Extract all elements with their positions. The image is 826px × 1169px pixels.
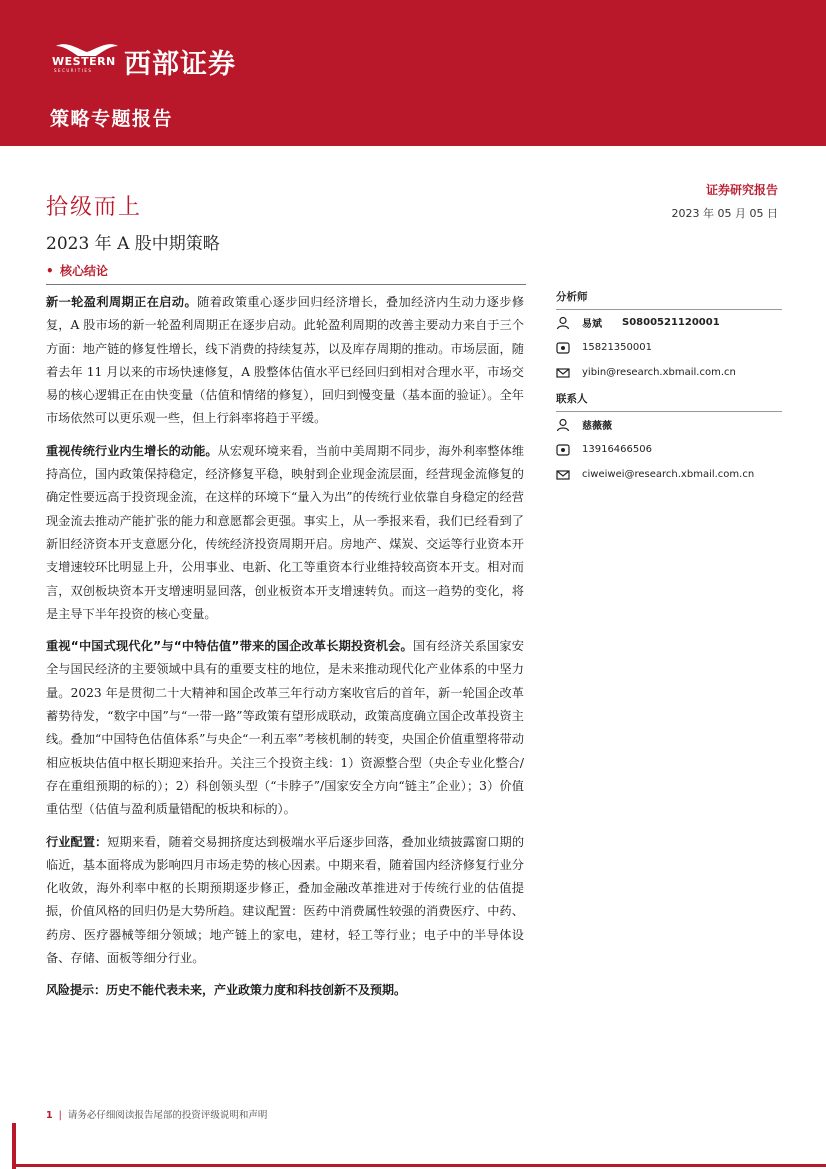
email-icon bbox=[556, 366, 570, 380]
analyst-phone-row bbox=[556, 335, 782, 360]
paragraph-body: 随着政策重心逐步回归经济增长，叠加经济内生动力逐步修复，A 股市场的新一轮盈利周期正在逐步启动。此轮盈利周期的改善主要动力来自于三个方面：地产链的修复性增长，线下消费的持续复苏，以及库存周期的推动。市场层面，随着去年 11 月以来的市场快速修复，A 股整体估值水平已经回归到相对合理水平，市场交易的核心逻辑正在由快变量（估值和情绪的修复），回归到慢变量（基本面的验证）。全年市场依然可以更乐观一些，但上行斜率将趋于平缓。 bbox=[46, 295, 525, 426]
contact-name-row bbox=[556, 412, 782, 437]
paragraph-body: 从宏观环境来看，当前中美周期不同步，海外利率整体维持高位，国内政策保持稳定，经济修复平稳，映射到企业现金流层面，经营现金流修复的确定性要远高于投资现金流，在这样的环境下“量入为出”的传统行业依靠自身稳定的经营现金流去推动产能扩张的能力和意愿都会更强。事实上，从一季报来看，我们已经看到了新旧经济资本开支意愿分化，传统经济投资周期开启。房地产、煤炭、交运等行业资本开支增速较环比明显上升，公用事业、电新、化工等重资本行业维持较高资本开支。相对而言，双创板块资本开支增速明显回落，创业板资本开支增速转负。而这一趋势的变化，将是主导下半年投资的核心变量。 bbox=[46, 443, 525, 621]
brand-name-en: WESTERN bbox=[52, 55, 116, 68]
analyst-email-row bbox=[556, 360, 782, 385]
brand-name-cn: 西部证券 bbox=[124, 49, 236, 80]
analyst-name: 易斌 bbox=[582, 319, 602, 330]
brand-name-en-sub: SECURITIES bbox=[54, 68, 93, 73]
contact-phone: 13916466506 bbox=[582, 444, 652, 455]
paragraph-lead: 重视“中国式现代化”与“中特估值”带来的国企改革长期投资机会。 bbox=[46, 639, 413, 654]
footer-accent-vertical bbox=[12, 1123, 16, 1169]
analyst-cert-number: S0800521120001 bbox=[622, 317, 720, 328]
core-heading-text: 核心结论 bbox=[60, 264, 109, 278]
contact-name: 慈薇薇 bbox=[582, 421, 612, 432]
analyst-phone: 15821350001 bbox=[582, 342, 652, 353]
research-label: 证券研究报告 bbox=[705, 183, 778, 197]
disclaimer-notice: 请务必仔细阅读报告尾部的投资评级说明和声明 bbox=[67, 1110, 268, 1121]
analyst-name-row bbox=[556, 310, 782, 335]
divider bbox=[46, 284, 526, 285]
analyst-email[interactable]: yibin@research.xbmail.com.cn bbox=[582, 367, 736, 378]
person-icon bbox=[556, 418, 570, 432]
contact-email[interactable]: ciweiwei@research.xbmail.com.cn bbox=[582, 469, 755, 480]
paragraph-lead: 新一轮盈利周期正在启动。 bbox=[46, 295, 198, 309]
paragraph-traditional-industry bbox=[46, 440, 524, 626]
paragraph-lead: 重视传统行业内生增长的动能。 bbox=[46, 443, 218, 458]
report-title: 拾级而上 bbox=[46, 195, 143, 220]
person-icon bbox=[556, 316, 570, 330]
page-footer bbox=[46, 1107, 267, 1121]
paragraph-lead: 行业配置： bbox=[46, 834, 108, 849]
paragraph-industry-allocation bbox=[46, 831, 524, 971]
main-content bbox=[46, 291, 524, 1003]
report-date: 2023 年 05 月 05 日 bbox=[671, 207, 778, 220]
paragraph-profit-cycle bbox=[46, 291, 524, 431]
paragraph-body: 国有经济关系国家安全与国民经济的主要领域中具有的重要支柱的地位，是未来推动现代化产业体系的中坚力量。2023 年是贯彻二十大精神和国企改革三年行动方案收官后的首年，新一轮国企改革蓄势待发，“数字中国”与“一带一路”等政策有望形成联动，政策高度确立国企改革投资主线。叠加“中国特色估值体系”与央企“一利五率”考核机制的转变，央国企价值重塑将带动相应板块估值中枢长期迎来抬升。关注三个投资主线：1）资源整合型（央企专业化整合/存在重组预期的标的）；2）科创领头型（“卡脖子”/国家安全方向“链主”企业）；3）价值重估型（估值与盈利质量错配的板块和标的）。 bbox=[46, 639, 524, 817]
core-conclusion-heading bbox=[46, 262, 108, 279]
email-icon bbox=[556, 468, 570, 482]
contact-email-row bbox=[556, 462, 782, 487]
footer-accent-horizontal bbox=[12, 1164, 826, 1167]
risk-warning: 风险提示：历史不能代表未来，产业政策力度和科技创新不及预期。 bbox=[46, 983, 407, 998]
analyst-heading: 分析师 bbox=[556, 283, 782, 310]
contact-sidebar bbox=[556, 283, 782, 487]
report-subtitle: 2023 年 A 股中期策略 bbox=[46, 234, 220, 254]
phone-icon bbox=[556, 341, 570, 355]
phone-icon bbox=[556, 443, 570, 457]
contact-heading: 联系人 bbox=[556, 385, 782, 412]
paragraph-soe-reform bbox=[46, 635, 524, 821]
contact-phone-row bbox=[556, 437, 782, 462]
footer-separator: | bbox=[58, 1110, 62, 1121]
bullet-icon: • bbox=[46, 264, 54, 278]
report-type: 策略专题报告 bbox=[50, 108, 174, 130]
page-number: 1 bbox=[46, 1110, 53, 1121]
paragraph-body: 短期来看，随着交易拥挤度达到极端水平后逐步回落，叠加业绩披露窗口期的临近，基本面将成为影响四月市场走势的核心因素。中期来看，随着国内经济修复行业分化收敛，海外利率中枢的长期预期逐步修正，叠加金融改革推进对于传统行业的估值提振，价值风格的回归仍是大势所趋。建议配置：医药中消费属性较强的消费医疗、中药、药房、医疗器械等细分领域；地产链上的家电，建材，轻工等行业；电子中的半导体设备、存储、面板等细分行业。 bbox=[46, 834, 525, 966]
header-banner bbox=[0, 0, 826, 146]
